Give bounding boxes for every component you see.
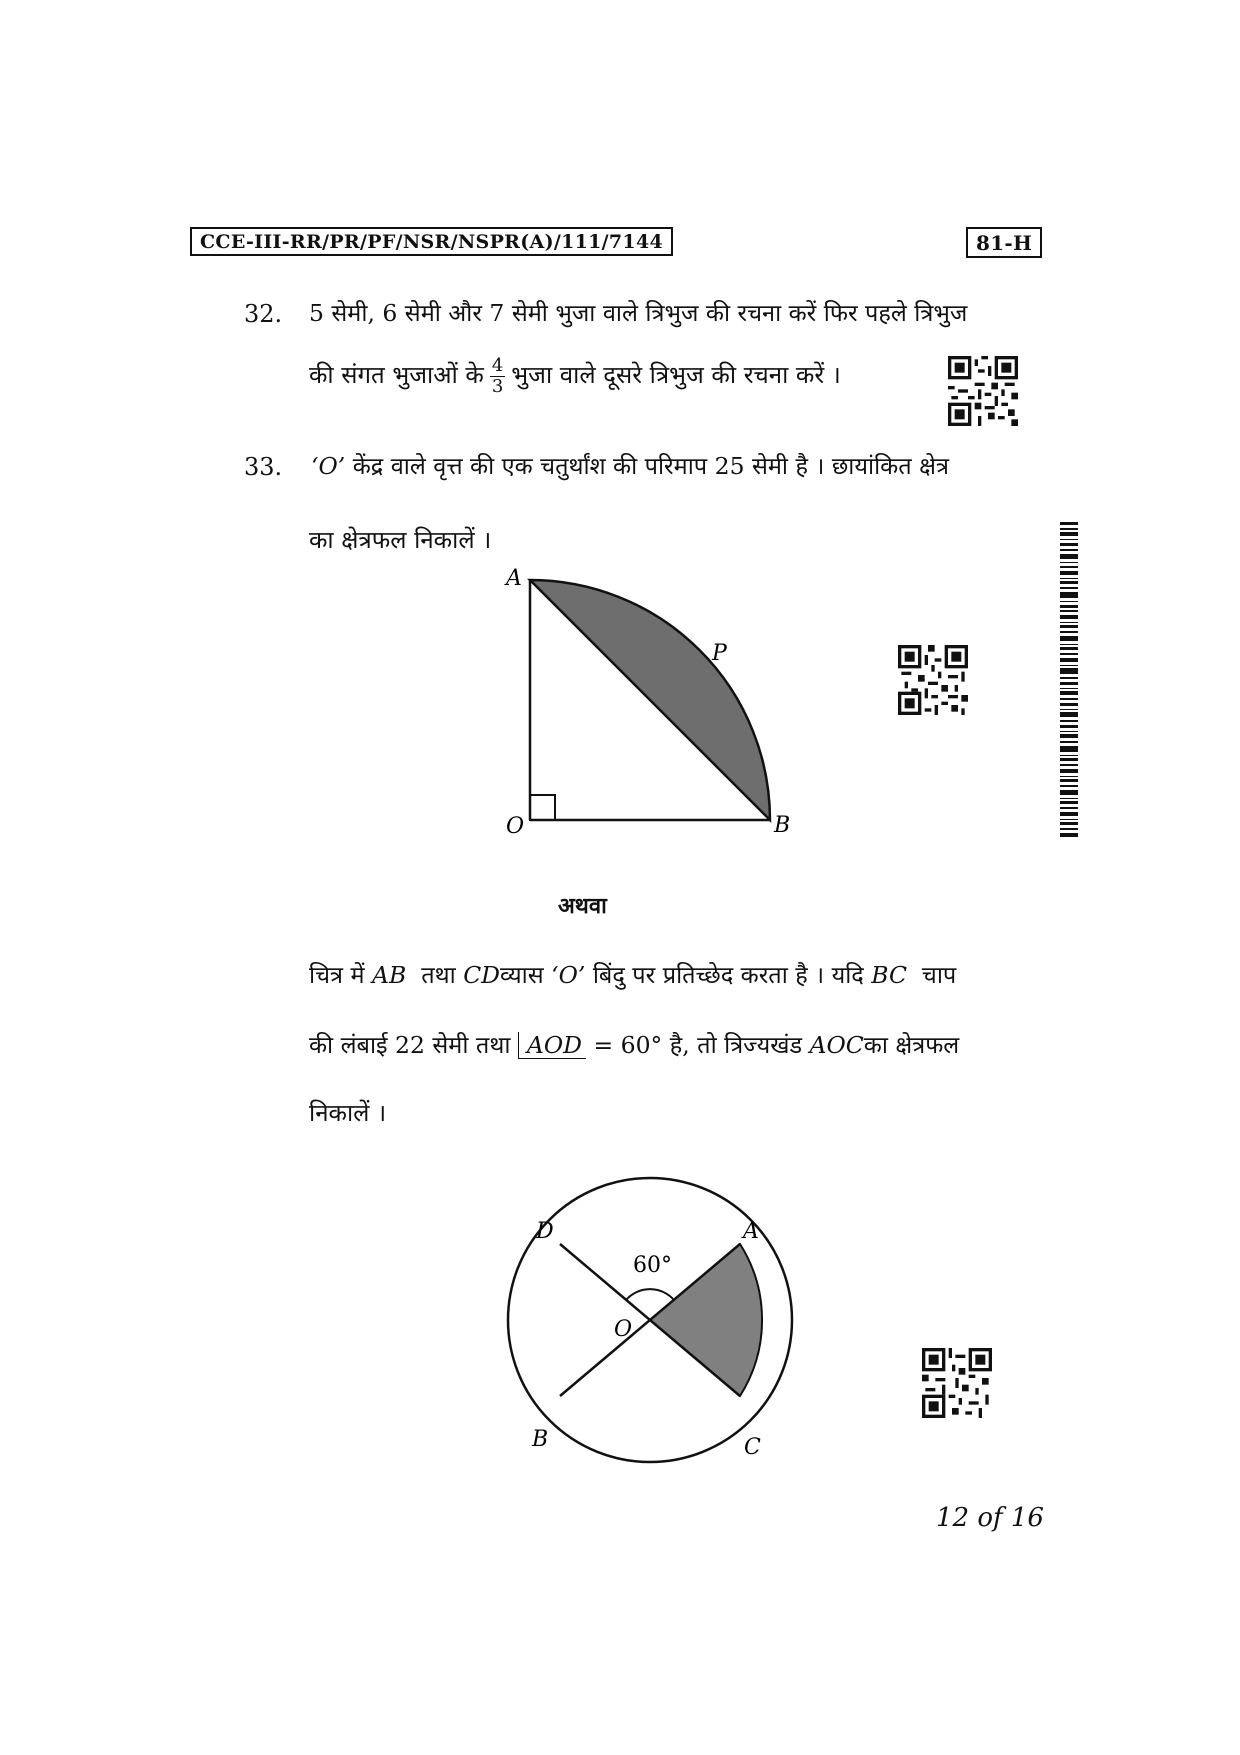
question-32-number: 32.: [244, 300, 283, 328]
fraction-numerator: 4: [491, 355, 504, 376]
alt-question-line-3: निकालें ।: [309, 1099, 387, 1127]
alt-text: = 60° है, तो त्रिज्यखंड: [593, 1031, 803, 1059]
label-A: A: [506, 566, 522, 591]
center-o-label: ‘O’: [311, 452, 346, 480]
label-D: D: [536, 1219, 554, 1244]
qr-code-icon: [948, 356, 1018, 426]
diameter-ab-label: AB: [372, 961, 407, 989]
q32-line2-pre: की संगत भुजाओं के: [309, 361, 484, 389]
point-o-label: ‘O’: [551, 961, 586, 989]
q32-line2-post: भुजा वाले दूसरे त्रिभुज की रचना करें ।: [511, 361, 841, 389]
shaded-segment: [530, 580, 770, 820]
question-32-line-2: [309, 356, 841, 397]
or-heading: अथवा: [558, 893, 607, 919]
qr-code-icon: [898, 645, 968, 715]
alt-text: तथा: [421, 961, 456, 989]
question-33-number: 33.: [244, 453, 283, 481]
alt-text: चाप: [921, 961, 957, 989]
angle-aod: AOD: [518, 1032, 586, 1059]
angle-60-label: 60°: [633, 1253, 672, 1278]
alt-text: चित्र में: [309, 961, 365, 989]
alt-question-line-2: [309, 1030, 959, 1060]
fraction-denominator: 3: [491, 376, 504, 397]
arc-bc-label: BC: [871, 961, 907, 989]
label-O: O: [614, 1317, 633, 1342]
angle-arc: [626, 1289, 674, 1300]
alt-text: बिंदु पर प्रतिच्छेद करता है । यदि: [592, 961, 864, 989]
alt-text: व्यास: [500, 961, 544, 989]
question-32-line-1: 5 सेमी, 6 सेमी और 7 सेमी भुजा वाले त्रिभुज की रचना करें फिर पहले त्रिभुज: [309, 299, 968, 327]
circle-figure: [500, 1160, 820, 1480]
diameter-cd-label: CD: [463, 961, 501, 989]
question-33-line-1: [311, 451, 949, 481]
label-B: B: [774, 813, 791, 838]
q33-line1-text: केंद्र वाले वृत्त की एक चतुर्थांश की परिमाप 25 सेमी है । छायांकित क्षेत्र: [352, 452, 949, 480]
sector-aoc-label: AOC: [809, 1031, 864, 1059]
question-33-line-2: का क्षेत्रफल निकालें ।: [309, 526, 492, 554]
alt-text: की लंबाई 22 सेमी तथा: [309, 1031, 511, 1059]
label-A: A: [743, 1219, 759, 1244]
quadrant-figure: [490, 560, 810, 840]
paper-code: CCE-III-RR/PR/PF/NSR/NSPR(A)/111/7144: [190, 227, 673, 256]
right-angle-mark: [530, 795, 555, 820]
alt-question-line-1: [309, 960, 956, 990]
paper-id: 81-H: [966, 227, 1042, 258]
label-C: C: [744, 1435, 761, 1460]
alt-text: का क्षेत्रफल: [863, 1031, 960, 1059]
page-number: 12 of 16: [936, 1503, 1044, 1533]
qr-code-icon: [922, 1348, 992, 1418]
barcode-icon: [1060, 522, 1078, 837]
label-B: B: [532, 1427, 549, 1452]
label-O: O: [506, 814, 525, 839]
label-P: P: [712, 641, 727, 666]
fraction-4-3: [490, 356, 505, 397]
